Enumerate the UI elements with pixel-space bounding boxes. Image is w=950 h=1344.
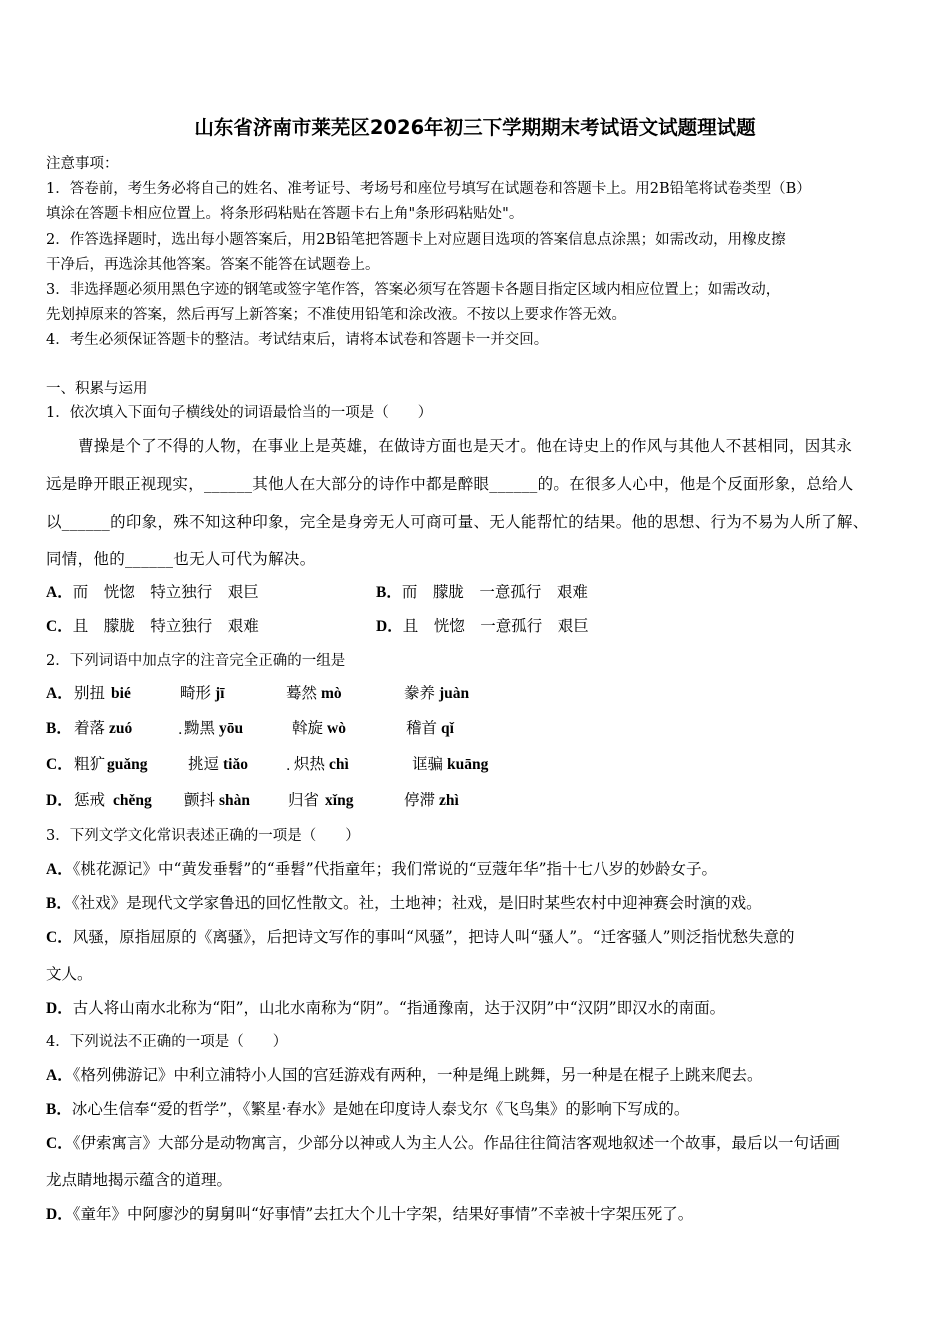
pinyin: shàn	[219, 792, 251, 809]
word: 诓骗	[412, 755, 444, 773]
q4-option-c[interactable]	[46, 1131, 840, 1153]
word: 颤抖	[184, 791, 216, 809]
option-text: 且 朦胧 特立独行 艰难	[72, 617, 259, 635]
q1-option-c[interactable]	[46, 614, 259, 636]
option-text: 且 恍惚 一意孤行 艰巨	[402, 617, 589, 635]
q2-option-c[interactable]	[46, 752, 546, 778]
q3-option-b[interactable]	[46, 891, 762, 913]
option-label: A．	[46, 584, 73, 601]
pinyin: chì	[329, 756, 349, 773]
q4-head: 4．下列说法不正确的一项是（ ）	[46, 1034, 288, 1050]
q1-passage-4: 同情，他的______也无人可代为解决。	[46, 550, 316, 568]
q1-option-b[interactable]	[376, 580, 588, 602]
option-label: A．	[46, 861, 73, 878]
option-label: B．	[46, 895, 72, 912]
emphasis-dot: ·	[286, 762, 291, 778]
option-text: 冰心生信奉“爱的哲学”，《繁星·春水》是她在印度诗人泰戈尔《飞鸟集》的影响下写成的。	[71, 1100, 690, 1118]
word: 着落	[74, 719, 106, 737]
exam-title: 山东省济南市莱芜区2026年初三下学期期末考试语文试题理试题	[194, 116, 756, 139]
option-text: 风骚，原指屈原的《离骚》，后把诗文写作的事叫“风骚”，把诗人叫“骚人”。“迁客骚人”则泛指忧愁失意的	[72, 928, 795, 946]
pinyin: qǐ	[441, 720, 454, 737]
word: 炽热	[294, 755, 326, 773]
word: 斡旋	[292, 719, 324, 737]
word: 别扭	[74, 684, 106, 702]
option-label: A．	[46, 685, 73, 702]
q2-option-d[interactable]	[46, 788, 546, 810]
option-label: D．	[376, 618, 403, 635]
option-text: 古人将山南水北称为“阳”，山北水南称为“阴”。“指通豫南，达于汉阴”中“汉阴”即汉水的南面。	[72, 999, 726, 1017]
pinyin: wò	[327, 720, 346, 737]
word: 豢养	[404, 684, 436, 702]
q4-option-b[interactable]	[46, 1097, 689, 1119]
q1-head: 1．依次填入下面句子横线处的词语最恰当的一项是（ ）	[46, 405, 433, 421]
notice-line-5: 3．非选择题必须用黑色字迹的钢笔或签字笔作答，答案必须写在答题卡各题目指定区域内相应位置上；如需改动，	[46, 282, 781, 298]
emphasis-dot: ·	[178, 726, 183, 742]
pinyin: jī	[215, 685, 225, 702]
notice-line-3: 2．作答选择题时，选出每小题答案后，用2B铅笔把答题卡上对应题目选项的答案信息点涂黑；如需改动，用橡皮擦	[46, 232, 786, 248]
q3-option-c-cont: 文人。	[46, 965, 93, 983]
notice-line-4: 干净后，再选涂其他答案。答案不能答在试题卷上。	[46, 257, 380, 273]
word: 停滞	[404, 791, 436, 809]
option-label: B．	[46, 1101, 72, 1118]
notice-line-2: 填涂在答题卡相应位置上。将条形码粘贴在答题卡右上角"条形码粘贴处"。	[46, 206, 524, 222]
word: 挑逗	[188, 755, 220, 773]
word: 惩戒	[74, 791, 106, 809]
q1-passage-2: 远是睁开眼正视现实，______其他人在大部分的诗作中都是醉眼______的。在很多人心中，他是个反面形象，总给人	[46, 475, 854, 493]
q3-option-a[interactable]	[46, 857, 717, 879]
section-heading: 一、积累与运用	[46, 381, 148, 397]
option-label: C．	[46, 756, 73, 773]
q4-option-d[interactable]	[46, 1202, 693, 1224]
q1-option-d[interactable]	[376, 614, 589, 636]
option-text: 《伊索寓言》大部分是动物寓言，少部分以神或人为主人公。作品往往简洁客观地叙述一个故事，最后以一句话画	[72, 1134, 840, 1152]
notice-line-7: 4．考生必须保证答题卡的整洁。考试结束后，请将本试卷和答题卡一并交回。	[46, 332, 549, 348]
pinyin: mò	[321, 685, 342, 702]
q3-option-c[interactable]	[46, 925, 795, 947]
q2-head: 2．下列词语中加点字的注音完全正确的一组是	[46, 653, 346, 669]
option-label: A．	[46, 1067, 73, 1084]
q1-option-a[interactable]	[46, 580, 259, 602]
option-label: C．	[46, 929, 73, 946]
pinyin: kuāng	[447, 756, 489, 773]
option-text: 《桃花源记》中“黄发垂髫”的“垂髫”代指童年；我们常说的“豆蔻年华”指十七八岁的妙龄女子。	[72, 860, 718, 878]
option-text: 而 恍惚 特立独行 艰巨	[72, 583, 259, 601]
word: 归省	[288, 791, 320, 809]
q4-option-c-cont: 龙点睛地揭示蕴含的道理。	[46, 1171, 233, 1189]
option-text: 《童年》中阿廖沙的舅舅叫“好事情”去扛大个儿十字架，结果好事情”不幸被十字架压死了。	[72, 1205, 694, 1223]
pinyin: xǐng	[325, 792, 354, 809]
option-label: D．	[46, 792, 73, 809]
q4-option-a[interactable]	[46, 1063, 762, 1085]
pinyin: tiǎo	[223, 756, 248, 773]
option-text: 《社戏》是现代文学家鲁迅的回忆性散文。社，土地神；社戏，是旧时某些农村中迎神赛会时演的戏。	[71, 894, 762, 912]
option-label: B．	[376, 584, 402, 601]
q1-passage-3: 以______的印象，殊不知这种印象，完全是身旁无人可商可量、无人能帮忙的结果。他的思想、行为不易为人所了解、	[46, 513, 869, 531]
pinyin: chěng	[113, 792, 152, 809]
option-label: C．	[46, 1135, 73, 1152]
q3-head: 3．下列文学文化常识表述正确的一项是（ ）	[46, 828, 360, 844]
notice-line-6: 先划掉原来的答案，然后再写上新答案；不准使用铅笔和涂改液。不按以上要求作答无效。	[46, 307, 626, 323]
pinyin: yōu	[219, 720, 244, 737]
option-label: C．	[46, 618, 73, 635]
pinyin: zuó	[109, 720, 133, 737]
q3-option-d[interactable]	[46, 996, 725, 1018]
word: 黝黑	[184, 719, 216, 737]
pinyin: zhì	[439, 792, 459, 809]
notice-heading: 注意事项：	[46, 156, 119, 172]
pinyin: bié	[111, 685, 131, 702]
option-label: D．	[46, 1000, 73, 1017]
q1-passage-1: 曹操是个了不得的人物，在事业上是英雄，在做诗方面也是天才。他在诗史上的作风与其他人不甚相同，因其永	[78, 437, 853, 455]
word: 粗犷	[74, 755, 106, 773]
q2-option-a[interactable]	[46, 681, 546, 703]
pinyin: juàn	[439, 685, 470, 702]
word: 畸形	[180, 684, 212, 702]
word: 蓦然	[286, 684, 318, 702]
pinyin: guǎng	[107, 756, 148, 773]
option-text: 《格列佛游记》中利立浦特小人国的宫廷游戏有两种，一种是绳上跳舞，另一种是在棍子上跳来爬去。	[72, 1066, 763, 1084]
notice-line-1: 1．答卷前，考生务必将自己的姓名、准考证号、考场号和座位号填写在试题卷和答题卡上。用2B铅笔将试卷类型（B）	[46, 181, 811, 197]
option-label: D．	[46, 1206, 73, 1223]
word: 稽首	[406, 719, 438, 737]
q2-option-b[interactable]	[46, 716, 546, 742]
option-label: B．	[46, 720, 72, 737]
option-text: 而 朦胧 一意孤行 艰难	[401, 583, 588, 601]
